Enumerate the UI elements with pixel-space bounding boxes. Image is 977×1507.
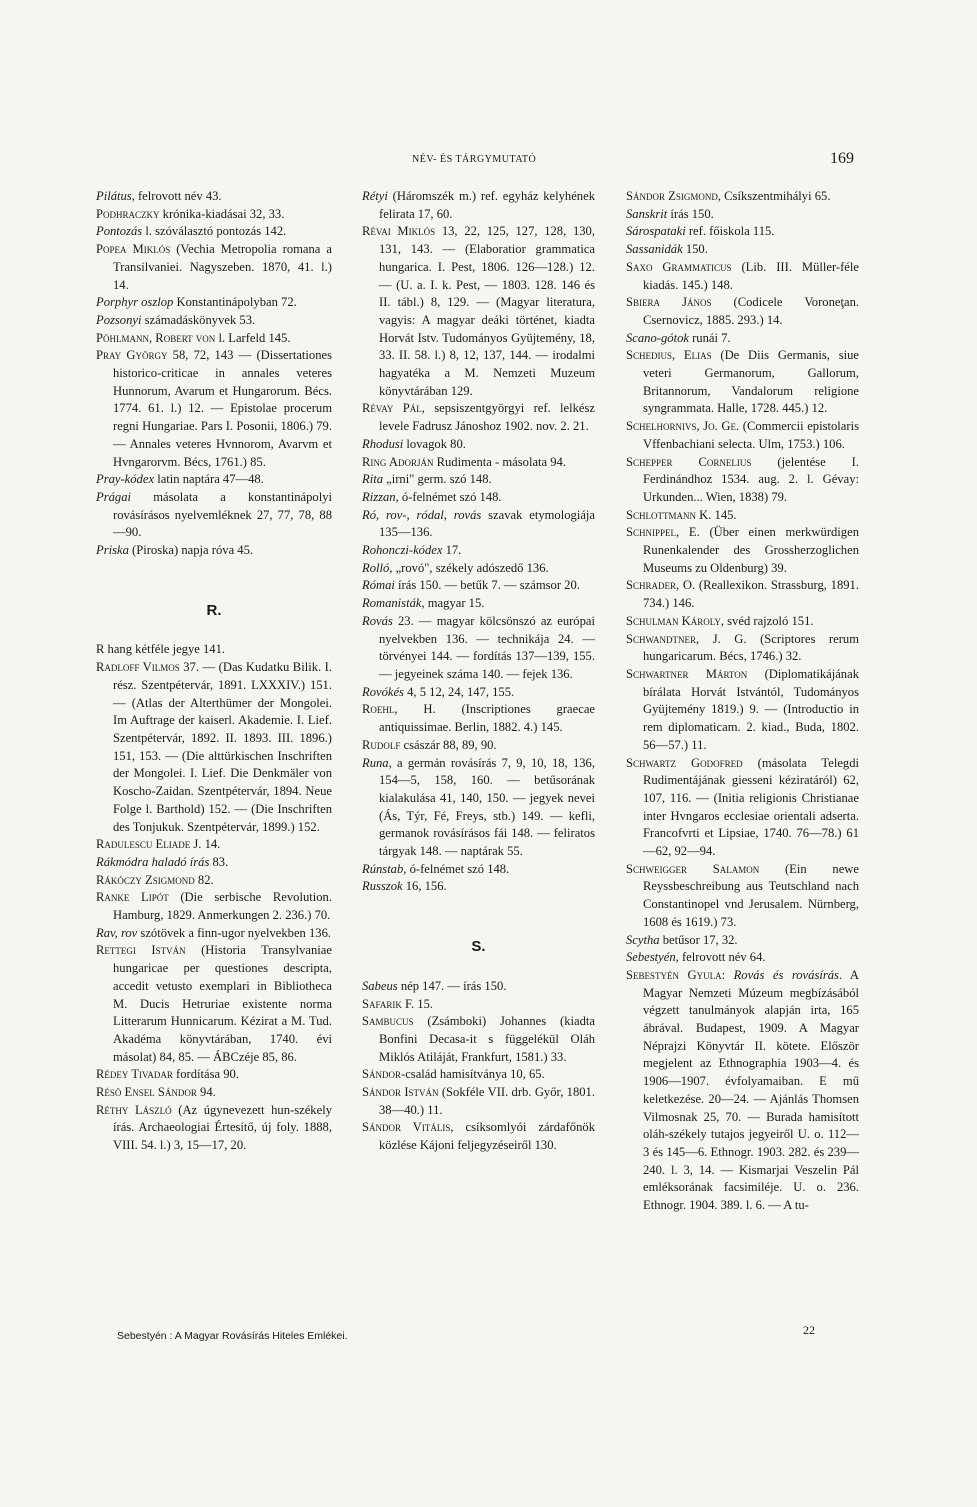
entry-name: Rákóczy Zsigmond [96, 872, 195, 887]
index-entry [96, 1102, 332, 1155]
entry-text: írás 150. — betűk 7. — számsor 20. [394, 578, 580, 593]
entry-headword: Rolló [362, 560, 390, 575]
index-entry [362, 978, 595, 996]
entry-text: l. Larfeld 145. [215, 330, 291, 345]
entry-name: Schweigger Salamon [626, 861, 760, 876]
index-entry [362, 577, 595, 595]
entry-headword: Pilátus [96, 189, 132, 203]
entry-text: , a germán rovásírás 7, 9, 10, 18, 136, 154—5, 158, 160. — betűsorának kialakulása 41, 140, 150. — jegyek nevei (Ás, Týr, Fé, Freys, stb.) 149. — kefli, germanok rovásírásos fái 148. — feliratos tárgyak 148. — naptárak 55. [379, 755, 595, 859]
entry-text: 37. — (Das Kudatku Bilik. I. rész. Szentpétervár, 1891. LXXXIV.) 151. — (Atlas der Alterthümer der Mongolei. Im Auftrage der kaiserl. Akademie. I. Lief. Szentpétervár, 1892. II. 1893. III. 1896.) 151, 153. — (Die alttürkischen Inschriften der Mongolei. I. Lief. Die Denkmäler von Koscho-Zaidan. Szentpétervár, 1894. Neue Folge l. Barthold) 152. — (Die Inschriften des Tonjukuk. Szentpétervár, 1899.) 152. [113, 660, 333, 834]
index-entry [626, 241, 859, 259]
index-entry [362, 737, 595, 755]
entry-text: , O. (Reallexikon. Strassburg, 1891. 734.) 146. [643, 578, 859, 611]
entry-headword: Sanskrit [626, 206, 668, 221]
index-entry [362, 400, 595, 435]
entry-name: Pray György [96, 348, 168, 363]
entry-name: Sándor [362, 1067, 402, 1082]
index-entry [362, 471, 595, 489]
index-entry [362, 701, 595, 736]
entry-name: Roehl [362, 702, 395, 717]
entry-name: Saxo Grammaticus [626, 259, 732, 274]
entry-text: , sepsiszentgyörgyi ref. lelkész levele Fadrusz Jánoshoz 1902. nov. 2. 21. [379, 401, 595, 434]
index-entry [362, 755, 595, 861]
entry-name: Sándor Vitális [362, 1120, 451, 1135]
index-entry [626, 524, 859, 577]
entry-text: krónika-kiadásai 32, 33. [159, 206, 285, 221]
entry-text: 4, 5 12, 24, 147, 155. [403, 684, 515, 699]
entry-text: 17. [442, 543, 462, 558]
entry-headword: Pozsonyi [96, 312, 142, 327]
entry-text: „irni" germ. szó 148. [383, 472, 492, 487]
index-entry [362, 1084, 595, 1119]
index-entry [362, 188, 595, 223]
entry-text: lovagok 80. [403, 436, 466, 451]
index-entry [96, 889, 332, 924]
entry-text: (Historia Transylvaniae hungaricae per questiones descripta, accedit vetusto exemplari in Bibliotheca M. Ducis Hetruriae existente norma Litterarum Hunnicarum. Kézirat a M. Tud. Akadéma könyvtárában, 1740. évi másolat) 84, 85. — ÁBCzéje 85, 86. [113, 943, 332, 1064]
entry-name: Rettegi István [96, 943, 186, 958]
entry-headword: Rovás [362, 613, 393, 628]
entry-name: Popea Miklós [96, 242, 171, 257]
index-entry [96, 206, 332, 224]
index-entry [626, 932, 859, 950]
entry-text: (Az úgynevezett hun-székely írás. Archaeologiai Értesítő, új foly. 1888, VIII. 54. l.) 3, 15—17, 20. [113, 1102, 332, 1153]
index-entry [362, 560, 595, 578]
entry-text: (másolata Telegdi Rudimentájának giesseni kéziratáról) 62, 107, 116. — (Initia religionis Christianae inter Hvngaros ecclesiae orientali adserta. Francofvrti et Lipsiae, 1740. 76—78.) 61—62, 92—94. [643, 755, 859, 859]
entry-name: Schepper Cornelius [626, 454, 752, 469]
index-entry [362, 1119, 595, 1154]
entry-text: . A Magyar Nemzeti Múzeum megbízásából végzett tanulmányok alapján irta, 165 ábrával. Budapest, 1909. A Magyar Néprajzi Könyvtár II. kötete. Először megjelent az Ethnographia 1903—4. és 1906—1907. évfolyamaiban. E mű keletkezése. 20—24. — Ajánlás Thomsen Vilmosnak 25, 70. — Burada hamisított oláh-székely tutajos jegyeiről U. o. 112—3 és 145—6. Ethnogr. 1903. 282. és 239—240. l. 3, 14. — Kismarjai Veszelin Pál emléksorának facsimiléje. U. o. 236. Ethnogr. 1904. 389. l. 6. — A tu- [643, 967, 859, 1213]
entry-headword: Priska [96, 543, 129, 558]
entry-headword: Ró, rov-, ródal, rovás [362, 507, 482, 522]
index-entry [626, 259, 859, 294]
index-entry [626, 347, 859, 418]
entry-text: 83. [209, 854, 229, 869]
entry-text: szavak etymologiája 135—136. [379, 507, 595, 540]
index-entry [96, 188, 332, 206]
entry-name: Sambucus [362, 1014, 414, 1029]
entry-text: 16, 156. [402, 879, 447, 894]
entry-headword: Pray-kódex [96, 472, 155, 487]
entry-text: J. 14. [190, 837, 221, 852]
entry-headword: Sassanidák [626, 242, 683, 257]
entry-headword: Rúnstab [362, 861, 404, 876]
index-entry [362, 1066, 595, 1084]
entry-name: Schwartner Márton [626, 666, 748, 681]
entry-headword: Rákmódra haladó írás [96, 854, 210, 869]
entry-text: (Commercii epistolaris Vffenbachiani selecta. Ulm, 1753.) 106. [643, 419, 859, 451]
entry-text: , ó-felnémet szó 148. [403, 861, 510, 876]
entry-text: R hang kétféle jegye 141. [96, 642, 226, 657]
index-entry [362, 613, 595, 684]
entry-name: Schwartz Godofred [626, 755, 743, 770]
entry-text: , magyar 15. [421, 596, 485, 611]
index-entry [626, 666, 859, 755]
index-entry [362, 489, 595, 507]
index-entry [626, 507, 859, 525]
entry-text: , ó-felnémet szó 148. [395, 489, 502, 504]
entry-text: betűsor 17, 32. [659, 932, 738, 947]
entry-title: Rovás és rovásírás [725, 967, 839, 982]
index-entry [362, 507, 595, 542]
index-entry [96, 925, 332, 943]
entry-headword: Sabeus [362, 978, 398, 993]
signature-mark: 22 [803, 1323, 815, 1337]
entry-text: szótövek a finn-ugor nyelvekben 136. [137, 925, 332, 940]
index-entry [362, 861, 595, 879]
entry-name: Sándor Zsigmond [626, 189, 718, 203]
entry-headword: Porphyr oszlop [96, 295, 174, 310]
entry-text: 13, 22, 125, 127, 128, 130, 131, 143. — (Elaboratior grammatica hungarica. I. Pest, 1806. 126—128.) 12. — (U. a. I. k. Pest, — 1803. 128. 146 és II. tábl.) 8, 129. — (Magyar literatura, vagyis: A magyar deáki történet, kiadta Horvát Istv. Tudományos Gyüjtemény, 18, 33. II. 58. l.) 8, 12, 137, 144. — irodalmi hagyatéka a M. Nemzeti Muzeum könyvtárában 129. [379, 224, 595, 398]
running-header [0, 150, 977, 172]
entry-text: (Ein newe Reyssbeschreibung aus Teutschland nach Constantinopel vnd Jerusalem. Nürnberg, 1608 és 1619.) 73. [643, 861, 859, 929]
entry-text: Konstantinápolyban 72. [173, 295, 297, 310]
entry-headword: Rohonczi-kódex [362, 543, 443, 558]
index-column-2 [362, 188, 595, 1155]
entry-text: (De Diis Germanis, siue veteri Germanorum, Gallorum, Britannorum, Vandalorum religione syngrammata. Halle, 1728. 445.) 12. [643, 348, 859, 416]
index-entry [96, 854, 332, 872]
entry-text: (jelentése I. Ferdinándhoz 1534. aug. 2. l. Gévay: Urkunden... Wien, 1838) 79. [643, 454, 859, 504]
index-entry [626, 861, 859, 932]
index-entry [96, 1066, 332, 1084]
entry-headword: Rita [362, 472, 383, 487]
entry-headword: Scytha [626, 932, 660, 947]
index-entry [626, 206, 859, 224]
entry-text: K. 145. [696, 507, 737, 522]
entry-name: Sándor István [362, 1085, 439, 1100]
index-entry [626, 631, 859, 666]
index-entry [96, 1084, 332, 1102]
entry-name: Révai Miklós [362, 224, 436, 239]
index-entry [362, 878, 595, 896]
entry-text: , csíksomlyói zárdafőnök közlése Kájoni feljegyzéseiről 130. [379, 1120, 595, 1153]
entry-text: (Lib. III. Müller-féle kiadás. 145.) 148. [643, 259, 859, 292]
entry-name: Safarik [362, 996, 402, 1011]
entry-name: Réthy László [96, 1102, 172, 1117]
entry-text: 94. [196, 1085, 216, 1100]
index-entry [626, 613, 859, 631]
index-entry [626, 188, 859, 206]
entry-name: Schedius, Elias [626, 348, 712, 363]
entry-text: 150. [682, 242, 708, 257]
entry-text: (Piroska) napja róva 45. [128, 543, 254, 558]
entry-headword: Runa [362, 755, 389, 770]
entry-name: Schwandtner [626, 631, 696, 646]
entry-headword: Sebestyén [626, 950, 676, 965]
entry-text: 23. — magyar kölcsönszó az európai nyelvekben 136. — technikája 24. — törvényei 144. — fordítás 137—139, 155. — jegyeinek száma 140. — fejek 136. [379, 613, 595, 681]
entry-headword: Russzok [362, 879, 403, 894]
entry-text: ref. főiskola 115. [685, 224, 775, 239]
index-entry [362, 223, 595, 400]
entry-text: 58, 72, 143 — (Dissertationes historico-criticae in annales veteres Hunnorum, Avarum et Hungarorum. Bécs. 1774. 61. l.) 12. — Epistolae procerum regni Hungariae. Pars I. Posonii, 1806.) 79. — Annales veteres Hvnnorom, Avarvm et Hvngarorvm. Bécs, 1761.) 85. [113, 348, 332, 469]
section-letter: S. [471, 938, 486, 956]
entry-text: , H. (Inscriptiones graecae antiquissimae. Berlin, 1882. 4.) 145. [379, 702, 595, 735]
index-entry [96, 347, 332, 471]
entry-name: Résö Ensel Sándor [96, 1085, 197, 1100]
index-entry [362, 542, 595, 560]
index-entry [626, 577, 859, 612]
running-title: NÉV- ÉS TÁRGYMUTATÓ [412, 154, 537, 165]
entry-name: Sbiera János [626, 295, 712, 310]
index-entry [362, 595, 595, 613]
entry-text: császár 88, 89, 90. [400, 737, 497, 752]
entry-text: (Sokféle VII. drb. Győr, 1801. 38—40.) 11. [379, 1085, 595, 1117]
entry-headword: Rizzan [362, 489, 396, 504]
index-entry [96, 489, 332, 542]
index-entry [362, 996, 595, 1014]
entry-text: -család hamisítványa 10, 65. [401, 1067, 545, 1082]
entry-text: 82. [194, 872, 214, 887]
index-entry [362, 436, 595, 454]
index-entry [626, 418, 859, 453]
section-letter: R. [206, 601, 222, 619]
entry-text: , „rovó", székely adószedő 136. [389, 560, 549, 575]
index-entry [362, 684, 595, 702]
entry-text: F. 15. [401, 996, 434, 1011]
entry-name: Schnippel [626, 525, 677, 540]
entry-name: Révay Pál [362, 401, 422, 416]
entry-name: Schlottmann [626, 507, 696, 522]
entry-name: Rudolf [362, 737, 401, 752]
index-column-3 [626, 188, 859, 1215]
index-entry [96, 542, 332, 560]
entry-text: másolata a konstantinápolyi rovásírásos nyelvemléknek 27, 77, 78, 88—90. [113, 489, 332, 540]
entry-headword: Rhodusi [362, 436, 404, 451]
entry-name: Pöhlmann, Robert von [96, 330, 216, 345]
index-entry [96, 471, 332, 489]
index-entry [626, 294, 859, 329]
entry-headword: Romanisták [362, 596, 422, 611]
entry-text: , Csíkszentmihályi 65. [717, 189, 831, 203]
entry-name: Schelhornivs, Jo. Ge. [626, 419, 740, 434]
index-entry [96, 294, 332, 312]
index-entry [96, 836, 332, 854]
entry-text: , svéd rajzoló 151. [720, 613, 814, 628]
entry-text: (Zsámboki) Johannes (kiadta Bonfini Decasa-it s függelékül Oláh Miklós Atiláját, Frankfurt, 1581.) 33. [379, 1014, 595, 1064]
index-entry [626, 967, 859, 1215]
index-entry [96, 330, 332, 348]
entry-headword: Sárospataki [626, 224, 686, 239]
index-entry [96, 312, 332, 330]
entry-headword: Rovókés [362, 684, 404, 699]
entry-headword: Pontozás [96, 224, 143, 239]
entry-name: Schrader [626, 578, 677, 593]
entry-text: (Codicele Voroneţan. Csernovicz, 1885. 293.) 14. [643, 295, 860, 327]
footer-source-line: Sebestyén : A Magyar Rovásírás Hiteles Emlékei. [117, 1330, 348, 1342]
index-entry [96, 942, 332, 1066]
entry-text: számadáskönyvek 53. [141, 312, 256, 327]
entry-text: , felrovott név 43. [131, 189, 222, 203]
index-entry [626, 223, 859, 241]
entry-text: (Háromszék m.) ref. egyház kelyhének felirata 17, 60. [379, 189, 595, 221]
entry-headword: Scano-gótok [626, 330, 689, 345]
index-entry [626, 949, 859, 967]
entry-name: Rédey Tivadar [96, 1067, 173, 1082]
entry-text: , felrovott név 64. [675, 950, 766, 965]
entry-text: latin naptára 47—48. [154, 472, 264, 487]
entry-text: (Die serbische Revolution. Hamburg, 1829. Anmerkungen 2. 236.) 70. [113, 890, 332, 923]
entry-headword: Rétyi [362, 189, 388, 203]
entry-headword: Prágai [96, 489, 131, 504]
entry-name: Sebestyén Gyula: [626, 967, 726, 982]
entry-text: , J. G. (Scriptores rerum hungaricarum. Bécs, 1746.) 32. [643, 631, 859, 664]
entry-text: , E. (Über einen merkwürdigen Runenkalender des Grossherzoglichen Museums zu Oldenburg) 39. [643, 525, 859, 575]
index-entry [626, 330, 859, 348]
entry-name: Podhraczky [96, 206, 160, 221]
index-entry [626, 755, 859, 861]
index-entry [362, 454, 595, 472]
index-entry [96, 659, 332, 836]
index-entry [96, 241, 332, 294]
entry-text: (Vechia Metropolia romana a Transilvaniei. Nagyszeben. 1870, 41. l.) 14. [113, 242, 332, 292]
entry-name: Ring Adorján [362, 454, 434, 469]
entry-name: Ranke Lipót [96, 890, 169, 905]
entry-name: Schulman Károly [626, 613, 721, 628]
index-entry [96, 641, 332, 659]
index-entry [362, 1013, 595, 1066]
entry-text: nép 147. — írás 150. [397, 978, 507, 993]
entry-name: Radloff Vilmos [96, 660, 180, 675]
index-entry [96, 872, 332, 890]
entry-name: Radulescu Eliade [96, 837, 191, 852]
entry-text: írás 150. [667, 206, 714, 221]
entry-text: (Diplomatikájának bírálata Horvát Istvántól, Tudományos Gyüjtemény 1819.) 9. — (Introductio in rem diplomaticam. 2. kiad., Buda, 1802. 56—57.) 11. [643, 666, 859, 752]
entry-headword: Római [362, 578, 395, 593]
entry-headword: Rav, rov [96, 925, 138, 940]
page-number: 169 [830, 150, 854, 167]
entry-text: fordítása 90. [172, 1067, 239, 1082]
entry-text: runái 7. [688, 330, 731, 345]
index-entry [626, 454, 859, 507]
index-entry [96, 223, 332, 241]
entry-text: l. szóválasztó pontozás 142. [142, 224, 287, 239]
index-column-1 [96, 188, 332, 1155]
entry-text: Rudimenta - másolata 94. [433, 454, 567, 469]
